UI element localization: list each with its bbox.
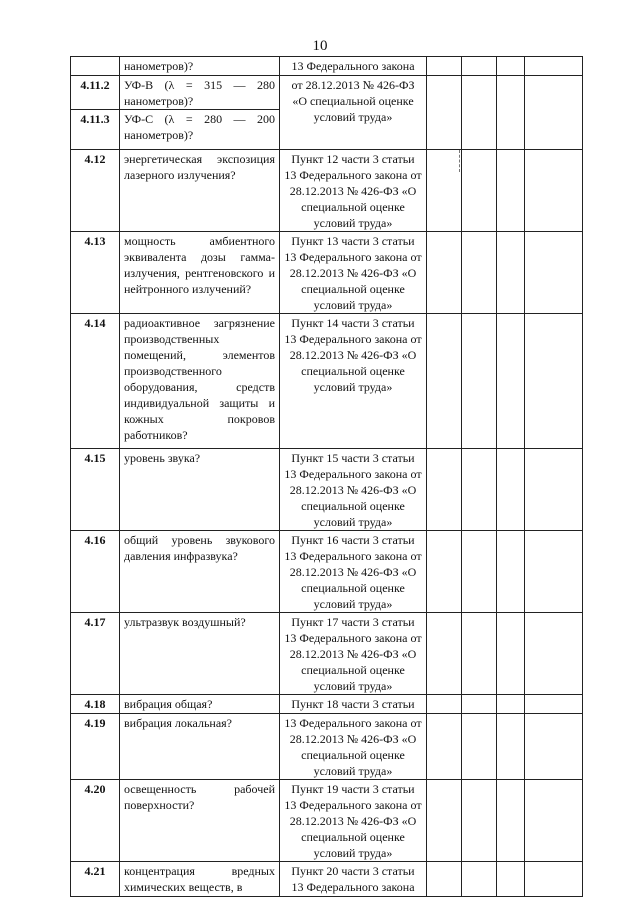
- note-cell: [525, 613, 583, 695]
- answer-yes-cell: [427, 57, 462, 76]
- table-row: [71, 449, 583, 531]
- row-number: 4.11.2: [71, 76, 120, 110]
- answer-yes-cell: [427, 531, 462, 613]
- not-applicable-cell: [497, 76, 525, 150]
- question-text: освещенность рабочей поверхности?: [120, 780, 280, 862]
- table-row: [71, 862, 583, 897]
- answer-yes-cell: [427, 150, 462, 232]
- row-number: 4.13: [71, 232, 120, 314]
- table-row: [71, 150, 583, 232]
- row-number: [71, 57, 120, 76]
- answer-no-cell: [462, 613, 497, 695]
- row-number: 4.12: [71, 150, 120, 232]
- answer-yes-cell: [427, 862, 462, 897]
- answer-no-cell: [462, 150, 497, 232]
- note-cell: [525, 57, 583, 76]
- question-text: энергетическая экспозиция лазерного излучения?: [120, 150, 280, 232]
- note-cell: [525, 232, 583, 314]
- question-text: концентрация вредных химических веществ, в: [120, 862, 280, 897]
- note-cell: [525, 150, 583, 232]
- question-text: мощность амбиентного эквивалента дозы гамма-излучения, рентгеновского и нейтронного излучений?: [120, 232, 280, 314]
- table-row: [71, 232, 583, 314]
- note-cell: [525, 780, 583, 862]
- legal-reference: 13 Федерального закона: [280, 57, 427, 76]
- not-applicable-cell: [497, 314, 525, 449]
- question-text: УФ-В (λ = 315 — 280 нанометров)?: [120, 76, 280, 110]
- note-cell: [525, 862, 583, 897]
- not-applicable-cell: [497, 862, 525, 897]
- dashed-scan-artifact: [459, 150, 460, 172]
- note-cell: [525, 314, 583, 449]
- legal-reference: Пункт 12 части 3 статьи 13 Федерального закона от 28.12.2013 № 426-ФЗ «О специальной оценке условий труда»: [280, 150, 427, 232]
- answer-yes-cell: [427, 780, 462, 862]
- note-cell: [525, 449, 583, 531]
- answer-yes-cell: [427, 695, 462, 714]
- row-number: 4.19: [71, 714, 120, 780]
- answer-no-cell: [462, 314, 497, 449]
- answer-yes-cell: [427, 232, 462, 314]
- note-cell: [525, 531, 583, 613]
- answer-no-cell: [462, 232, 497, 314]
- question-text: общий уровень звукового давления инфразвука?: [120, 531, 280, 613]
- row-number: 4.17: [71, 613, 120, 695]
- legal-reference: Пункт 13 части 3 статьи 13 Федерального закона от 28.12.2013 № 426-ФЗ «О специальной оценке условий труда»: [280, 232, 427, 314]
- row-number: 4.16: [71, 531, 120, 613]
- question-text: ультразвук воздушный?: [120, 613, 280, 695]
- page-number: 10: [312, 38, 328, 54]
- checklist-table: [70, 56, 583, 897]
- answer-no-cell: [462, 449, 497, 531]
- legal-reference: Пункт 15 части 3 статьи 13 Федерального закона от 28.12.2013 № 426-ФЗ «О специальной оценке условий труда»: [280, 449, 427, 531]
- answer-no-cell: [462, 780, 497, 862]
- not-applicable-cell: [497, 714, 525, 780]
- not-applicable-cell: [497, 449, 525, 531]
- legal-reference: Пункт 14 части 3 статьи 13 Федерального закона от 28.12.2013 № 426-ФЗ «О специальной оценке условий труда»: [280, 314, 427, 449]
- table-row: [71, 695, 583, 714]
- answer-no-cell: [462, 695, 497, 714]
- not-applicable-cell: [497, 150, 525, 232]
- answer-no-cell: [462, 531, 497, 613]
- row-number: 4.15: [71, 449, 120, 531]
- legal-reference: Пункт 18 части 3 статьи: [280, 695, 427, 714]
- table-row: [71, 314, 583, 449]
- table-row: [71, 714, 583, 780]
- table-row: [71, 531, 583, 613]
- note-cell: [525, 714, 583, 780]
- table-row: [71, 57, 583, 76]
- row-number: 4.20: [71, 780, 120, 862]
- question-text: радиоактивное загрязнение производственных помещений, элементов производственного оборудования, средств индивидуальной защиты и кожных покровов работников?: [120, 314, 280, 449]
- question-text: УФ-С (λ = 280 — 200 нанометров)?: [120, 110, 280, 150]
- row-number: 4.18: [71, 695, 120, 714]
- not-applicable-cell: [497, 57, 525, 76]
- question-text: нанометров)?: [120, 57, 280, 76]
- not-applicable-cell: [497, 531, 525, 613]
- row-number: 4.11.3: [71, 110, 120, 150]
- answer-yes-cell: [427, 76, 462, 150]
- question-text: вибрация общая?: [120, 695, 280, 714]
- answer-no-cell: [462, 862, 497, 897]
- question-text: уровень звука?: [120, 449, 280, 531]
- note-cell: [525, 76, 583, 150]
- legal-reference: 13 Федерального закона от 28.12.2013 № 426-ФЗ «О специальной оценке условий труда»: [280, 714, 427, 780]
- not-applicable-cell: [497, 613, 525, 695]
- note-cell: [525, 695, 583, 714]
- answer-yes-cell: [427, 714, 462, 780]
- row-number: 4.21: [71, 862, 120, 897]
- answer-no-cell: [462, 76, 497, 150]
- answer-yes-cell: [427, 449, 462, 531]
- answer-yes-cell: [427, 613, 462, 695]
- legal-reference: Пункт 17 части 3 статьи 13 Федерального закона от 28.12.2013 № 426-ФЗ «О специальной оценке условий труда»: [280, 613, 427, 695]
- row-number: 4.14: [71, 314, 120, 449]
- answer-no-cell: [462, 57, 497, 76]
- table-row: [71, 76, 583, 110]
- legal-reference: Пункт 19 части 3 статьи 13 Федерального закона от 28.12.2013 № 426-ФЗ «О специальной оценке условий труда»: [280, 780, 427, 862]
- not-applicable-cell: [497, 695, 525, 714]
- not-applicable-cell: [497, 232, 525, 314]
- question-text: вибрация локальная?: [120, 714, 280, 780]
- legal-reference: от 28.12.2013 № 426-ФЗ «О специальной оценке условий труда»: [280, 76, 427, 150]
- legal-reference: Пункт 20 части 3 статьи 13 Федерального закона: [280, 862, 427, 897]
- legal-reference: Пункт 16 части 3 статьи 13 Федерального закона от 28.12.2013 № 426-ФЗ «О специальной оценке условий труда»: [280, 531, 427, 613]
- answer-yes-cell: [427, 314, 462, 449]
- not-applicable-cell: [497, 780, 525, 862]
- table-row: [71, 613, 583, 695]
- table-row: [71, 780, 583, 862]
- answer-no-cell: [462, 714, 497, 780]
